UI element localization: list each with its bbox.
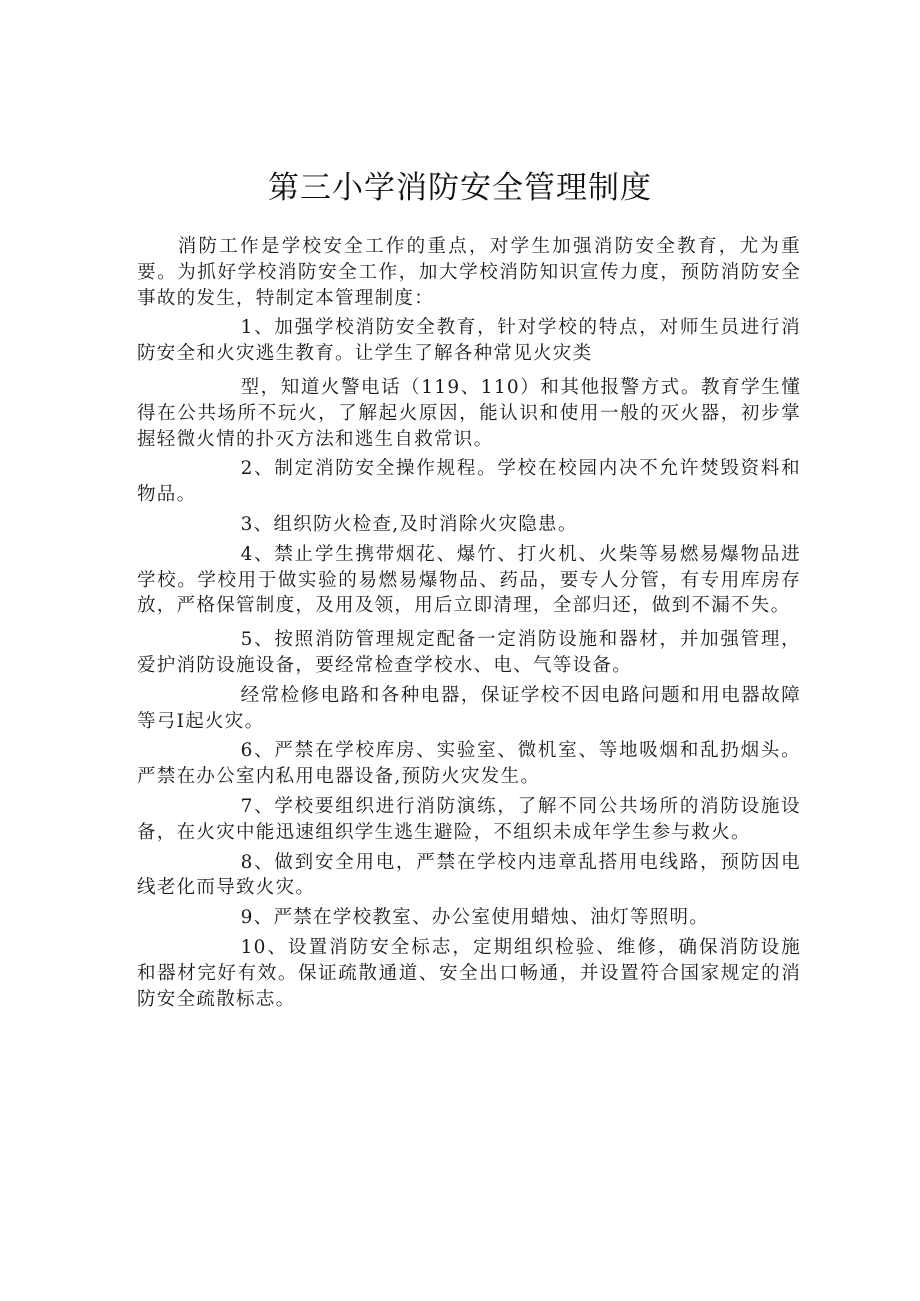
item-10-paragraph: 10、设置消防安全标志，定期组织检验、维修，确保消防设施和器材完好有效。保证疏散通道、安全出口畅通，并设置符合国家规定的消防安全疏散标志。 xyxy=(137,936,801,1010)
item-7-paragraph: 7、学校要组织进行消防演练，了解不同公共场所的消防设施设备，在火灾中能迅速组织学生逃生避险，不组织未成年学生参与救火。 xyxy=(137,795,801,843)
item-5-paragraph: 5、按照消防管理规定配备一定消防设施和器材，并加强管理，爱护消防设施设备，要经常检查学校水、电、气等设备。 xyxy=(137,629,801,676)
item-4-paragraph: 4、禁止学生携带烟花、爆竹、打火机、火柴等易燃易爆物品进学校。学校用于做实验的易燃易爆物品、药品，要专人分管，有专用库房存放，严格保管制度，及用及领，用后立即清理，全部归还，做到不漏不失。 xyxy=(137,543,801,617)
item-6-paragraph: 6、严禁在学校库房、实验室、微机室、等地吸烟和乱扔烟头。严禁在办公室内私用电器设备,预防火灾发生。 xyxy=(137,740,801,788)
item-2-paragraph: 2、制定消防安全操作规程。学校在校园内决不允许焚毁资料和物品。 xyxy=(137,458,801,506)
item-5-extra-paragraph: 经常检修电路和各种电器，保证学校不因电路问题和用电器故障等弓I起火灾。 xyxy=(137,684,801,732)
document-body xyxy=(137,234,801,1012)
item-9-paragraph: 9、严禁在学校教室、办公室使用蜡烛、油灯等照明。 xyxy=(240,907,710,929)
item-1-continuation-paragraph: 型，知道火警电话（119、110）和其他报警方式。教育学生懂得在公共场所不玩火，了解起火原因，能认识和使用一般的灭火器，初步掌握轻微火情的扑灭方法和逃生自救常识。 xyxy=(137,376,801,450)
item-1-paragraph: 1、加强学校消防安全教育，针对学校的特点，对师生员进行消防安全和火灾逃生教育。让学生了解各种常见火灾类 xyxy=(137,317,801,365)
item-3-paragraph: 3、组织防火检查,及时消除火灾隐患。 xyxy=(240,513,578,535)
document-title: 第三小学消防安全管理制度 xyxy=(268,170,652,206)
intro-paragraph: 消防工作是学校安全工作的重点，对学生加强消防安全教育，尤为重要。为抓好学校消防安全工作，加大学校消防知识宣传力度，预防消防安全事故的发生，特制定本管理制度： xyxy=(137,236,801,309)
item-8-paragraph: 8、做到安全用电，严禁在学校内违章乱搭用电线路，预防因电线老化而导致火灾。 xyxy=(137,851,801,899)
